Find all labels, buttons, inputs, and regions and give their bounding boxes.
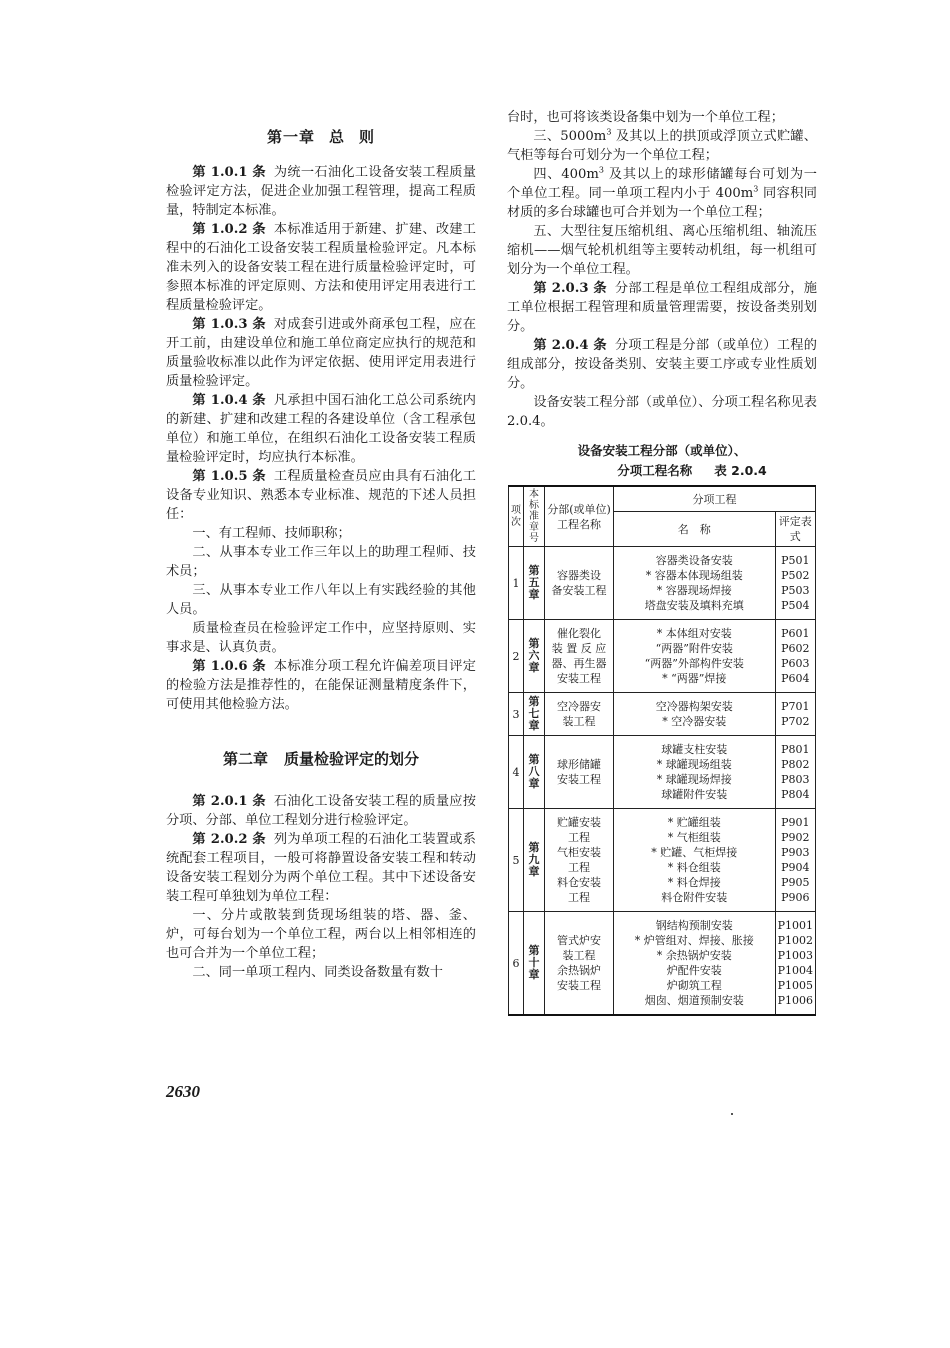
row-seq: 4	[509, 736, 524, 809]
paragraph	[166, 581, 476, 619]
cell-line: P904	[781, 861, 810, 874]
cell-line: 装 置 反 应	[551, 642, 607, 655]
chapter-2-name: 质量检验评定的划分	[284, 750, 420, 768]
cell-line: P803	[781, 773, 810, 786]
cell-line: P801	[781, 743, 810, 756]
article-number: 第 1.0.5 条	[192, 469, 266, 484]
chapter-label: 第六章	[528, 636, 540, 674]
article-text: 分项工程是分部（或单位）工程的组成部分，按设备类别、安装主要工序或专业性质划分。	[507, 338, 817, 391]
cell-line: 空冷器构架安装	[655, 700, 733, 713]
article-text: 一、分片或散装到货现场组装的塔、器、釜、炉，可每台划为一个单位工程，两台以上相邻相连的也可合并为一个单位工程；	[166, 908, 476, 961]
paragraph-2-0-3	[507, 279, 817, 336]
paragraph	[166, 524, 476, 543]
cell-line: P906	[781, 891, 810, 904]
chapter-label: 第五章	[528, 563, 540, 601]
row-seq: 3	[509, 693, 524, 736]
article-text: 一、有工程师、技师职称；	[192, 526, 351, 541]
cell-line: 安装工程	[557, 979, 601, 992]
cell-line: 安装工程	[557, 672, 601, 685]
cell-line: P902	[781, 831, 810, 844]
chapter-label: 第十章	[528, 943, 540, 981]
cell-line: 炉砌筑工程	[666, 979, 722, 992]
chapter-1-word-b: 则	[359, 128, 376, 146]
header-chapter: 本标准章号	[524, 486, 545, 547]
item-3-text-b: 及其以上的拱顶或浮顶立式贮罐、气柜等每台可划分为一个单位工程；	[507, 129, 817, 163]
cell-line: * 贮罐组装	[667, 816, 721, 829]
cell-line: * 本体组对安装	[656, 627, 732, 640]
header-form: 评定表式	[775, 512, 815, 547]
cell-line: “两器”附件安装	[655, 642, 733, 655]
article-text: 对成套引进或外商承包工程，应在开工前，由建设单位和施工单位商定应执行的规范和质量验收标准以此作为评定依据、使用评定用表进行质量检验评定。	[166, 317, 476, 389]
table-row	[509, 693, 816, 736]
cell-line: 料仓附件安装	[661, 891, 728, 904]
chapter-1-body	[166, 163, 476, 714]
cell-line: 气柜安装	[557, 846, 601, 859]
cell-line: 余热锅炉	[557, 964, 601, 977]
header-sub: 分项工程	[614, 486, 816, 512]
cell-line: * 余热锅炉安装	[656, 949, 732, 962]
article-number: 第 1.0.2 条	[192, 222, 266, 237]
division-table	[508, 485, 816, 1016]
cell-line: P905	[781, 876, 810, 889]
cell-line: P601	[781, 627, 810, 640]
table-row	[509, 912, 816, 1016]
row-forms	[775, 547, 815, 620]
table-row	[509, 620, 816, 693]
cell-line: 容器类设备安装	[655, 554, 733, 567]
cell-line: 管式炉安	[557, 934, 601, 947]
chapter-label: 第八章	[528, 752, 540, 790]
cell-line: * 容器本体现场组装	[645, 569, 743, 582]
cell-line: 催化裂化	[557, 627, 601, 640]
cell-line: 装工程	[562, 715, 596, 728]
paragraph	[166, 220, 476, 315]
article-text: 列为单项工程的石油化工装置或系统配套工程项目，一般可将静置设备安装工程和转动设备安装工程划分为两个单位工程。其中下述设备安装工程可单独划为单位工程：	[166, 832, 476, 904]
article-number: 第 2.0.2 条	[192, 832, 266, 847]
item-3-superscript: 3	[606, 127, 612, 137]
paragraph	[166, 657, 476, 714]
cell-line: P1003	[777, 949, 813, 962]
paragraph-2-0-4	[507, 336, 817, 393]
paragraph-continuation: 台时，也可将该类设备集中划为一个单位工程；	[507, 110, 784, 125]
chapter-2-title	[166, 750, 476, 769]
table-row	[509, 736, 816, 809]
chapter-1-number: 第一章	[266, 128, 315, 146]
row-chapter	[524, 547, 545, 620]
row-seq: 5	[509, 809, 524, 912]
cell-line: P503	[781, 584, 810, 597]
paragraph-item-5: 五、大型往复压缩机组、离心压缩机组、轴流压缩机——烟气轮机机组等主要转动机组，每一机组可划分为一个单位工程。	[507, 224, 817, 277]
row-names	[614, 693, 776, 736]
row-names	[614, 736, 776, 809]
page-number: 2630	[166, 1082, 200, 1101]
right-column	[507, 108, 817, 1016]
cell-line: 球罐支柱安装	[661, 743, 728, 756]
cell-line: * 料仓焊接	[667, 876, 721, 889]
left-column	[166, 128, 476, 982]
header-seq: 项次	[509, 486, 524, 547]
row-unit	[545, 693, 614, 736]
table-caption-line-2	[507, 461, 817, 481]
row-unit	[545, 547, 614, 620]
cell-line: P604	[781, 672, 810, 685]
paragraph	[166, 830, 476, 906]
cell-line: 球形储罐	[557, 758, 601, 771]
cell-line: P602	[781, 642, 810, 655]
article-number: 第 1.0.6 条	[192, 659, 266, 674]
cell-line: 安装工程	[557, 773, 601, 786]
table-number: 表 2.0.4	[714, 463, 767, 478]
article-number: 第 1.0.3 条	[192, 317, 266, 332]
cell-line: * 贮罐、气柜焊接	[651, 846, 738, 859]
cell-line: 钢结构预制安装	[655, 919, 733, 932]
table-row	[509, 809, 816, 912]
row-chapter	[524, 912, 545, 1016]
chapter-2-number: 第二章	[222, 750, 268, 768]
row-names	[614, 547, 776, 620]
cell-line: * 球罐现场焊接	[656, 773, 732, 786]
row-names	[614, 912, 776, 1016]
table-caption	[507, 441, 817, 481]
cell-line: 贮罐安装	[557, 816, 601, 829]
article-text: 二、从事本专业工作三年以上的助理工程师、技术员；	[166, 545, 476, 579]
cell-line: 炉配件安装	[666, 964, 722, 977]
item-4-superscript-b: 3	[753, 184, 759, 194]
row-chapter	[524, 620, 545, 693]
cell-line: P1006	[777, 994, 813, 1007]
row-forms	[775, 809, 815, 912]
article-text: 二、同一单项工程内、同类设备数量有数十	[192, 965, 443, 980]
article-number: 第 2.0.1 条	[192, 794, 266, 809]
item-4-text-a: 四、400m	[533, 167, 599, 182]
cell-line: “两器”外部构件安装	[644, 657, 744, 670]
row-seq: 6	[509, 912, 524, 1016]
table-caption-line-1: 设备安装工程分部（或单位）、	[577, 443, 747, 458]
article-number: 第 2.0.4 条	[533, 338, 607, 353]
cell-line: P502	[781, 569, 810, 582]
chapter-1-title	[166, 128, 476, 147]
row-forms	[775, 912, 815, 1016]
cell-line: 器、再生器	[551, 657, 607, 670]
cell-line: P1002	[777, 934, 813, 947]
cell-line: * 容器现场焊接	[656, 584, 732, 597]
cell-line: * 球罐现场组装	[656, 758, 732, 771]
cell-line: P804	[781, 788, 810, 801]
cell-line: P1001	[777, 919, 813, 932]
cell-line: P802	[781, 758, 810, 771]
cell-line: P901	[781, 816, 810, 829]
row-seq: 2	[509, 620, 524, 693]
paragraph-item-3	[507, 127, 817, 165]
item-4-text-c: 同容积同材质的多台球罐也可合并划为一个单位工程；	[507, 186, 817, 220]
table-row	[509, 547, 816, 620]
row-forms	[775, 620, 815, 693]
article-number: 第 1.0.4 条	[192, 393, 266, 408]
paragraph	[166, 619, 476, 657]
paragraph	[166, 792, 476, 830]
paragraph	[166, 315, 476, 391]
cell-line: 球罐附件安装	[661, 788, 728, 801]
cell-line: P702	[781, 715, 810, 728]
row-unit	[545, 620, 614, 693]
chapter-2-body	[166, 792, 476, 982]
row-forms	[775, 736, 815, 809]
row-names	[614, 620, 776, 693]
cell-line: 工程	[568, 861, 590, 874]
cell-line: 空冷器安	[557, 700, 601, 713]
header-unit: 分部(或单位)工程名称	[545, 486, 614, 547]
cell-line: 塔盘安装及填料充填	[644, 599, 744, 612]
item-4-text-b: 及其以上的球形储罐每台可划为一个单位工程。同一单项工程内小于 400m	[507, 167, 817, 201]
header-name: 名 称	[614, 512, 776, 547]
cell-line: * 气柜组装	[667, 831, 721, 844]
row-forms	[775, 693, 815, 736]
article-number: 第 2.0.3 条	[533, 281, 607, 296]
article-text: 本标准适用于新建、扩建、改建工程中的石油化工设备安装工程质量检验评定。凡本标准未列入的设备安装工程在进行质量检验评定时，可参照本标准的评定原则、方法和使用评定用表进行工程质量检验评定。	[166, 222, 476, 313]
article-text: 凡承担中国石油化工总公司系统内的新建、扩建和改建工程的各建设单位（含工程承包单位）和施工单位，在组织石油化工设备安装工程质量检验评定时，均应执行本标准。	[166, 393, 476, 465]
article-text: 为统一石油化工设备安装工程质量检验评定方法，促进企业加强工程管理，提高工程质量，特制定本标准。	[166, 165, 476, 218]
article-text: 本标准分项工程允许偏差项目评定的检验方法是推荐性的，在能保证测量精度条件下，可使用其他检验方法。	[166, 659, 476, 712]
article-text: 质量检查员在检验评定工作中，应坚持原则、实事求是、认真负责。	[166, 621, 476, 655]
cell-line: P701	[781, 700, 810, 713]
article-text: 工程质量检查员应由具有石油化工设备专业知识、熟悉本专业标准、规范的下述人员担任：	[166, 469, 476, 522]
article-text: 分部工程是单位工程组成部分，施工单位根据工程管理和质量管理需要，按设备类别划分。	[507, 281, 817, 334]
cell-line: P1005	[777, 979, 813, 992]
table-caption-title: 分项工程名称	[617, 463, 693, 478]
cell-line: * 炉管组对、焊接、胀接	[634, 934, 754, 947]
chapter-1-word-a: 总	[328, 128, 345, 146]
cell-line: * “两器”焊接	[662, 672, 727, 685]
cell-line: P504	[781, 599, 810, 612]
row-names	[614, 809, 776, 912]
chapter-label: 第七章	[528, 694, 540, 732]
row-chapter	[524, 693, 545, 736]
cell-line: P903	[781, 846, 810, 859]
paragraph-item-4	[507, 165, 817, 222]
row-unit	[545, 912, 614, 1016]
cell-line: 备安装工程	[551, 584, 607, 597]
cell-line: * 料仓组装	[667, 861, 721, 874]
cell-line: P1004	[777, 964, 813, 977]
cell-line: P501	[781, 554, 810, 567]
paragraph	[166, 391, 476, 467]
article-text: 三、从事本专业工作八年以上有实践经验的其他人员。	[166, 583, 476, 617]
row-seq: 1	[509, 547, 524, 620]
cell-line: 工程	[568, 891, 590, 904]
paragraph-table-reference: 设备安装工程分部（或单位）、分项工程名称见表 2.0.4。	[507, 395, 817, 429]
cell-line: 烟囱、烟道预制安装	[644, 994, 744, 1007]
paragraph	[166, 467, 476, 524]
item-3-text-a: 三、5000m	[533, 129, 607, 144]
cell-line: * 空冷器安装	[662, 715, 727, 728]
cell-line: 工程	[568, 831, 590, 844]
row-chapter	[524, 736, 545, 809]
row-unit	[545, 736, 614, 809]
cell-line: 料仓安装	[557, 876, 601, 889]
paragraph	[166, 906, 476, 963]
paragraph	[166, 163, 476, 220]
article-text: 石油化工设备安装工程的质量应按分项、分部、单位工程划分进行检验评定。	[166, 794, 476, 828]
chapter-label: 第九章	[528, 840, 540, 878]
item-4-superscript-a: 3	[598, 165, 604, 175]
scan-speck	[731, 1113, 733, 1115]
paragraph	[166, 543, 476, 581]
paragraph	[166, 963, 476, 982]
article-number: 第 1.0.1 条	[192, 165, 266, 180]
cell-line: P603	[781, 657, 810, 670]
cell-line: 装工程	[562, 949, 596, 962]
row-chapter	[524, 809, 545, 912]
cell-line: 容器类设	[557, 569, 601, 582]
row-unit	[545, 809, 614, 912]
